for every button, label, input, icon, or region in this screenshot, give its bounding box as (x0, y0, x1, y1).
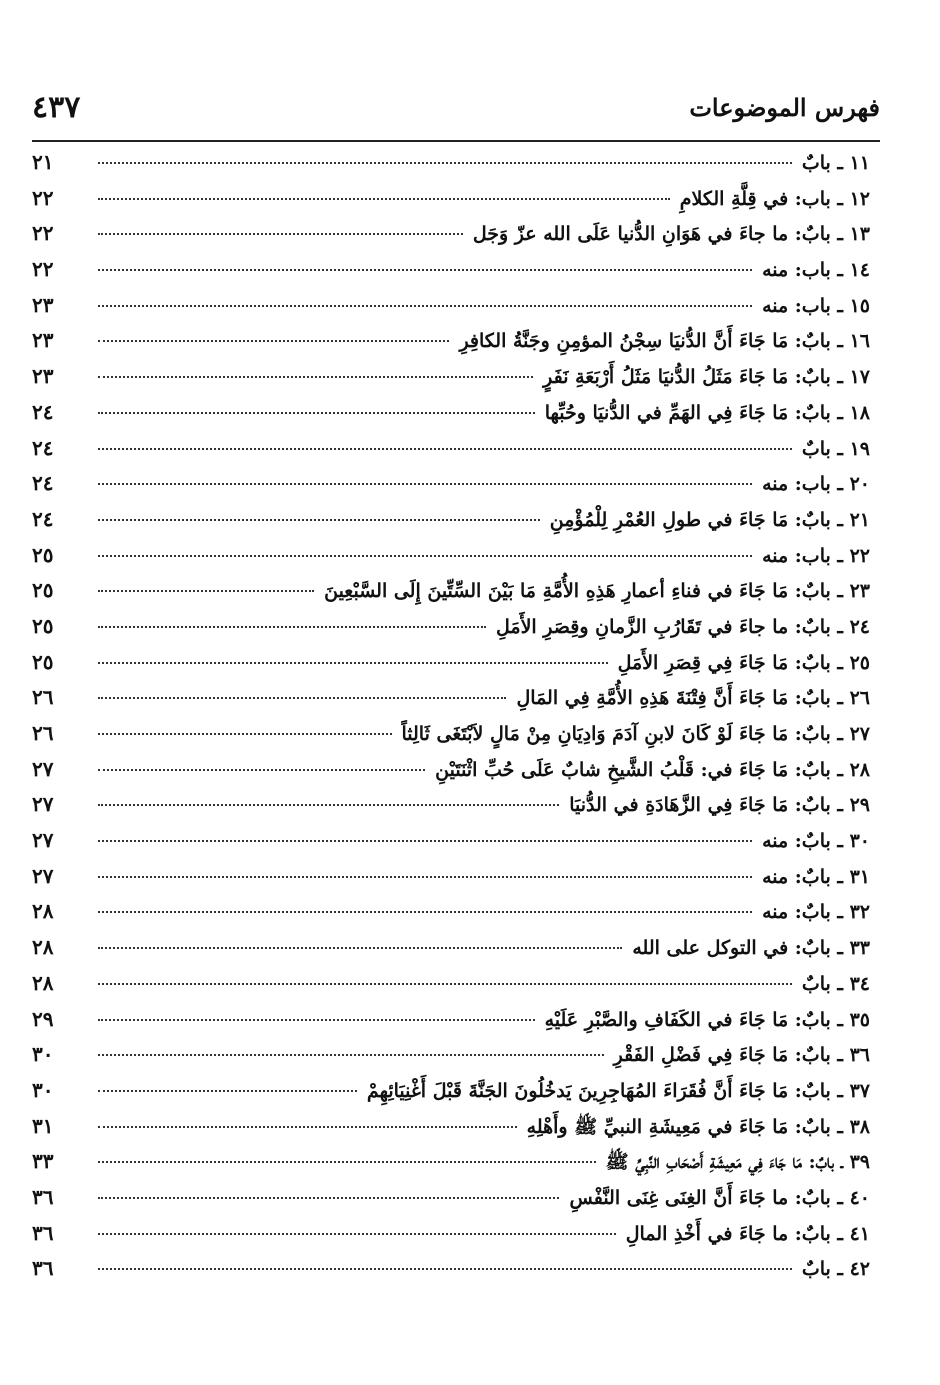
dot-leader (98, 376, 533, 378)
entry-title: منه (762, 865, 789, 888)
dot-leader (98, 983, 792, 985)
entry-label: ٢٨ ـ بابٌ: (794, 758, 870, 781)
entry-title: مَا جَاءَ أَنَّ فُقَرَاءَ المُهَاجِرِينَ يَدخُلُونَ الجَنَّةَ قَبْلَ أَغْنِيَائِهِمْ (366, 1079, 789, 1102)
entry-text (569, 794, 870, 816)
entry-text (762, 259, 870, 281)
entry-label: ١٧ ـ بابٌ: (794, 366, 870, 389)
dot-leader (98, 233, 463, 235)
entry-label: ٣٠ ـ بابٌ: (794, 830, 870, 853)
entry-text (545, 1009, 870, 1031)
entry-text (802, 973, 870, 995)
header-rule (32, 140, 880, 142)
entry-page-number: ٢٤ (32, 471, 54, 496)
entry-label: ٢٣ ـ بابٌ: (794, 580, 870, 603)
dot-leader (98, 198, 670, 200)
toc-entry (32, 436, 870, 472)
entry-title: ما جاءَ في هَوَانِ الدُّنيا عَلَى الله عزّ وَجَل (472, 223, 789, 246)
toc-entry (32, 1221, 870, 1257)
entry-text (496, 616, 870, 638)
entry-text (632, 937, 870, 959)
dot-leader (98, 1019, 535, 1021)
toc-entry (32, 757, 870, 793)
entry-text (459, 330, 870, 352)
entry-label: ٣٧ ـ بابٌ: (794, 1079, 870, 1102)
entry-page-number: ٢٢ (32, 185, 54, 210)
entry-text (762, 901, 870, 923)
entry-text (527, 1115, 870, 1143)
toc-entry (32, 899, 870, 935)
dot-leader (98, 804, 559, 806)
entry-label: ١٥ ـ باب: (794, 294, 870, 317)
entry-page-number: ٢٣ (32, 328, 54, 353)
toc-entry (32, 400, 870, 436)
entry-title: مَا جَاءَ في مَعِيشَةِ النبيِّ ﷺ وأَهْلِهِ (526, 1115, 789, 1138)
page-title: فهرس الموضوعات (689, 93, 880, 122)
toc-entry (32, 1149, 870, 1185)
dot-leader (98, 626, 486, 628)
entry-label: ٢٩ ـ بابٌ: (794, 794, 870, 817)
dot-leader (98, 876, 752, 878)
dot-leader (98, 1233, 616, 1235)
dot-leader (98, 340, 449, 342)
entry-text (618, 652, 870, 674)
toc-entry (32, 971, 870, 1007)
entry-label: ٢٠ ـ باب: (794, 473, 870, 496)
entry-title: مَا جَاءَ فِي الهَمِّ في الدُّنيَا وحُبِّها (544, 401, 789, 424)
entry-text (473, 223, 870, 245)
entry-page-number: ٣٣ (32, 1149, 54, 1174)
dot-leader (98, 1126, 517, 1128)
entry-title: مَا جَاءَ لَوْ كَانَ لابنِ آدَمَ وَادِيَانِ مِنْ مَالٍ لاَبْتَغَى ثَالِثاً (401, 723, 789, 745)
dot-leader (98, 947, 622, 949)
entry-page-number: ٢٧ (32, 756, 54, 781)
entry-title: في قِلَّةِ الكلامِ (679, 187, 789, 210)
entry-text (606, 1150, 870, 1178)
toc-entry (32, 578, 870, 614)
entry-page-number: ٢٣ (32, 292, 54, 317)
entry-page-number: ٢٢ (32, 257, 54, 282)
entry-text (550, 509, 870, 531)
dot-leader (98, 662, 608, 664)
entry-title: مَا جَاءَ أَنَّ الدُّنيَا سِجْنُ المؤمِنِ وجَنَّةُ الكافِرِ (459, 330, 789, 353)
entry-page-number: ٢٨ (32, 970, 54, 995)
toc-entry (32, 650, 870, 686)
entry-title: مَا جَاءَ في فناءِ أعمارِ هَذِهِ الأُمَّةِ مَا بَيْنَ السِّتِّينَ إِلَى السَّبْعِينَ (324, 580, 789, 603)
entry-page-number: ٢٩ (32, 1006, 54, 1031)
toc-entry (32, 828, 870, 864)
entry-label: ٣٥ ـ بابٌ: (794, 1008, 870, 1031)
entry-page-number: ٢٥ (32, 542, 54, 567)
entry-title: مَا جَاءَ فِي الزَّهَادَةِ في الدُّنيَا (569, 794, 789, 817)
toc-entry (32, 1185, 870, 1221)
entry-text (762, 545, 870, 567)
entry-label: ١٢ ـ باب: (794, 187, 870, 210)
entry-text (802, 1258, 870, 1280)
entry-label: ٣٩ ـ بابٌ: (808, 1151, 870, 1174)
entry-text (324, 580, 870, 602)
page-header (32, 88, 880, 128)
entry-page-number: ٢٨ (32, 935, 54, 960)
entry-label: ٤٢ ـ بابٌ (801, 1258, 870, 1281)
toc-entry (32, 328, 870, 364)
dot-leader (98, 448, 792, 450)
entry-label: ٢١ ـ بابٌ: (794, 508, 870, 531)
dot-leader (98, 555, 752, 557)
toc-entry (32, 221, 870, 257)
entry-text (762, 866, 870, 888)
entry-page-number: ٣٦ (32, 1256, 54, 1281)
entry-label: ٤١ ـ بابٌ: (794, 1222, 870, 1245)
entry-title: منه (762, 473, 789, 496)
entry-title: مَا جَاءَ فِي قِصَرِ الأَمَلِ (617, 651, 789, 674)
dot-leader (98, 269, 752, 271)
entry-page-number: ٢٨ (32, 899, 54, 924)
entry-page-number: ٢٥ (32, 649, 54, 674)
dot-leader (98, 1054, 604, 1056)
dot-leader (98, 305, 752, 307)
entry-title: منه (762, 294, 789, 317)
entry-label: ١٤ ـ باب: (794, 259, 870, 282)
entry-text (626, 1223, 870, 1245)
entry-label: ٣٦ ـ بابٌ: (794, 1044, 870, 1067)
entry-text (802, 152, 870, 174)
entry-page-number: ٣٠ (32, 1077, 54, 1102)
toc-entry (32, 864, 870, 900)
toc-entry (32, 792, 870, 828)
toc-entry (32, 150, 870, 186)
entry-label: ٢٧ ـ بابٌ: (794, 723, 870, 745)
entry-title: منه (762, 901, 789, 924)
dot-leader (98, 1090, 357, 1092)
entry-text (762, 830, 870, 852)
dot-leader (98, 590, 314, 592)
entry-page-number: ٢١ (32, 150, 54, 174)
dot-leader (98, 1268, 792, 1270)
entry-title: مَا جَاءَ في الكَفَافِ والصَّبْرِ عَلَيْهِ (544, 1008, 789, 1031)
entry-title: منه (762, 544, 789, 567)
dot-leader (98, 162, 792, 164)
toc-entry (32, 186, 870, 222)
entry-title: مَا جَاءَ فِي مَعِيشَةِ أَصْحَابِ النَّبِيِّ ﷺ (605, 1151, 802, 1174)
entry-page-number: ٣٠ (32, 1042, 54, 1067)
toc-entry (32, 1078, 870, 1114)
entry-page-number: ٢٣ (32, 364, 54, 389)
entry-page-number: ٢٦ (32, 721, 54, 745)
entry-label: ١١ ـ بابٌ (801, 152, 870, 174)
toc-entry (32, 507, 870, 543)
toc-entry (32, 543, 870, 579)
dot-leader (98, 733, 392, 735)
table-of-contents (32, 150, 870, 1292)
entry-text (802, 438, 870, 460)
page-number: ٤٣٧ (32, 90, 81, 125)
toc-entry (32, 1007, 870, 1043)
toc-entry (32, 1256, 870, 1292)
dot-leader (98, 769, 425, 771)
entry-page-number: ٢٧ (32, 792, 54, 817)
entry-page-number: ٢٤ (32, 399, 54, 424)
dot-leader (98, 1197, 559, 1199)
entry-text (516, 687, 870, 709)
entry-page-number: ٣٦ (32, 1220, 54, 1245)
dot-leader (98, 483, 752, 485)
dot-leader (98, 519, 540, 521)
dot-leader (98, 697, 506, 699)
toc-entry (32, 721, 870, 757)
entry-title: مَا جَاءَ فِي فَضْلِ الفَقْرِ (613, 1044, 789, 1067)
entry-label: ٣٤ ـ بابٌ (801, 972, 870, 995)
toc-entry (32, 1114, 870, 1150)
entry-page-number: ٢٧ (32, 828, 54, 853)
entry-page-number: ٢٧ (32, 863, 54, 888)
entry-title: مَا جَاءَ مَثَلُ الدُّنيَا مَثَلُ أَرْبَعَةِ نَفَرٍ (543, 366, 789, 389)
entry-title: مَا جَاءَ في طولِ العُمْرِ لِلْمُؤْمِنِ (549, 508, 789, 531)
entry-label: ٣١ ـ بابٌ: (794, 865, 870, 888)
entry-text (543, 366, 870, 388)
dot-leader (98, 1161, 596, 1163)
entry-page-number: ٢٥ (32, 613, 54, 638)
entry-title: منه (762, 259, 789, 282)
entry-text (762, 473, 870, 495)
toc-entry (32, 1042, 870, 1078)
toc-entry (32, 293, 870, 329)
entry-title: مَا جَاءَ أَنَّ فِتْنَةَ هَذِهِ الأُمَّةِ فِي المَالِ (516, 687, 789, 710)
entry-label: ٢٥ ـ بابٌ: (794, 651, 870, 674)
toc-entry (32, 257, 870, 293)
dot-leader (98, 840, 752, 842)
entry-text (680, 188, 870, 210)
entry-label: ٢٢ ـ باب: (794, 544, 870, 567)
entry-page-number: ٢٦ (32, 685, 54, 710)
entry-label: ١٣ ـ بابٌ: (794, 223, 870, 246)
toc-entry (32, 685, 870, 721)
entry-text (569, 1187, 870, 1209)
entry-title: ما جَاءَ أَنَّ الغِنَى غِنَى النَّفْسِ (569, 1186, 789, 1209)
entry-text (367, 1080, 870, 1102)
entry-text (402, 723, 871, 745)
entry-page-number: ٣١ (32, 1113, 54, 1138)
entry-title: ما جاءَ في تَقَارُبِ الزَّمانِ وقِصَرِ الأَمَلِ (496, 615, 789, 638)
entry-page-number: ٢٤ (32, 435, 54, 460)
entry-title: في التوكل على الله (632, 937, 789, 960)
entry-text (545, 402, 870, 424)
entry-text (435, 759, 870, 781)
dot-leader (98, 412, 535, 414)
entry-title: مَا جَاءَ في: قَلْبُ الشَّيخِ شابٌ عَلَى حُبِّ اثْنَتَيْنِ (435, 758, 789, 781)
entry-label: ٣٨ ـ بابٌ: (794, 1115, 870, 1138)
entry-title: ما جَاءَ في أَخْذِ المالِ (625, 1222, 789, 1245)
toc-entry (32, 614, 870, 650)
entry-label: ١٦ ـ بابٌ: (794, 330, 870, 353)
entry-label: ٢٤ ـ بابٌ: (794, 615, 870, 638)
entry-label: ٣٢ ـ بابٌ: (794, 901, 870, 924)
entry-label: ٢٦ ـ بابٌ: (794, 687, 870, 710)
entry-label: ١٩ ـ بابٌ (801, 437, 870, 460)
entry-label: ٤٠ ـ بابٌ: (794, 1186, 870, 1209)
entry-page-number: ٢٥ (32, 578, 54, 603)
toc-entry (32, 364, 870, 400)
toc-entry (32, 935, 870, 971)
entry-page-number: ٣٦ (32, 1184, 54, 1209)
entry-text (762, 295, 870, 317)
entry-page-number: ٢٢ (32, 221, 54, 246)
entry-title: منه (762, 830, 789, 853)
toc-entry (32, 471, 870, 507)
entry-text (614, 1044, 870, 1066)
entry-label: ٣٣ ـ بابٌ: (794, 937, 870, 960)
entry-page-number: ٢٤ (32, 506, 54, 531)
dot-leader (98, 911, 752, 913)
entry-label: ١٨ ـ بابٌ: (794, 401, 870, 424)
